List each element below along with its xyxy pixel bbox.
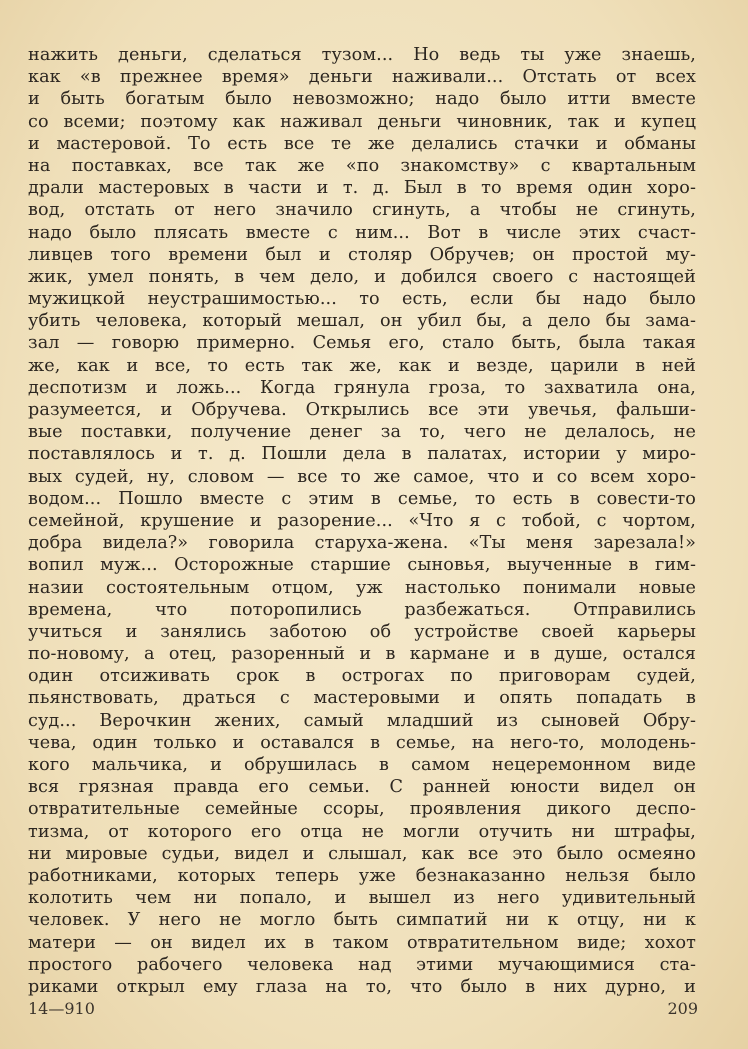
text-line: назии состоятельным отцом, уж настолько понимали новые [28, 577, 696, 598]
text-line: отвратительные семейные ссоры, проявления дикого деспо- [28, 799, 696, 820]
text-line: тизма, от которого его отца не могли отучить ни штрафы, [28, 821, 696, 842]
text-line: деспотизм и ложь... Когда грянула гроза, то захватила она, [28, 377, 696, 398]
text-line: матери — он видел их в таком отвратительном виде; хохот [28, 932, 696, 953]
text-line: колотить чем ни попало, и вышел из него удивительный [28, 888, 696, 909]
text-line: как «в прежнее время» деньги наживали... Отстать от всех [28, 67, 696, 88]
text-line: нажить деньги, сделаться тузом... Но ведь ты уже знаешь, [28, 45, 696, 65]
body-text [28, 44, 696, 998]
text-line: времена, что поторопились разбежаться. Отправились [28, 599, 696, 620]
text-line: работниками, которых теперь уже безнаказанно нельзя было [28, 865, 696, 886]
text-line: вые поставки, получение денег за то, чего не делалось, не [28, 422, 696, 443]
text-line: суд... Верочкин жених, самый младший из сыновей Обру- [28, 710, 696, 731]
text-line: надо было плясать вместе с ним... Вот в числе этих счаст- [28, 222, 696, 243]
text-line: риками открыл ему глаза на то, что было в них дурно, и [28, 976, 696, 997]
text-line: вод, отстать от него значило сгинуть, а чтобы не сгинуть, [28, 200, 696, 221]
text-line: жик, умел понять, в чем дело, и добился своего с настоящей [28, 266, 696, 287]
text-line: один отсиживать срок в острогах по приговорам судей, [28, 666, 696, 687]
text-line: водом... Пошло вместе с этим в семье, то есть в совести-то [28, 488, 696, 509]
text-line: убить человека, который мешал, он убил бы, а дело бы зама- [28, 311, 696, 332]
text-line: же, как и все, то есть так же, как и везде, царили в ней [28, 355, 696, 376]
text-line: со всеми; поэтому как наживал деньги чиновник, так и купец [28, 111, 696, 132]
text-line: драли мастеровых в части и т. д. Был в то время один хоро- [28, 178, 696, 199]
text-line: вопил муж... Осторожные старшие сыновья, выученные в гим- [28, 555, 696, 576]
page-number: 209 [667, 999, 698, 1018]
text-line: мужицкой неустрашимостью... то есть, если бы надо было [28, 289, 696, 310]
text-line: на поставках, все так же «по знакомству» с квартальным [28, 155, 696, 176]
text-line: ливцев того времени был и столяр Обручев; он простой му- [28, 244, 696, 265]
text-line: учиться и занялись заботою об устройстве своей карьеры [28, 621, 696, 642]
text-line: пьянствовать, драться с мастеровыми и опять попадать в [28, 688, 696, 709]
text-line: поставлялось и т. д. Пошли дела в палатах, истории у миро- [28, 444, 696, 465]
text-line: по-новому, а отец, разоренный и в кармане и в душе, остался [28, 644, 696, 665]
text-line: кого мальчика, и обрушилась в самом нецеремонном виде [28, 755, 696, 775]
text-line: ни мировые судьи, видел и слышал, как все это было осмеяно [28, 843, 696, 864]
text-line: и быть богатым было невозможно; надо было итти вместе [28, 89, 696, 110]
text-line: и мастеровой. То есть все те же делались стачки и обманы [28, 133, 696, 154]
text-line: зал — говорю примерно. Семья его, стало быть, была такая [28, 333, 696, 354]
text-line: человек. У него не могло быть симпатий ни к отцу, ни к [28, 910, 696, 931]
text-line: вся грязная правда его семьи. С ранней юности видел он [28, 777, 696, 798]
printer-signature: 14—910 [28, 999, 95, 1018]
text-line: семейной, крушение и разорение... «Что я с тобой, с чортом, [28, 510, 696, 531]
text-line: добра видела?» говорила старуха-жена. «Ты меня зарезала!» [28, 533, 696, 554]
text-line: разумеется, и Обручева. Открылись все эти увечья, фальши- [28, 400, 696, 420]
text-line: чева, один только и оставался в семье, на него-то, молодень- [28, 732, 696, 753]
text-line: вых судей, ну, словом — все то же самое, что и со всем хоро- [28, 466, 696, 487]
text-line: простого рабочего человека над этими мучающимися ста- [28, 954, 696, 975]
